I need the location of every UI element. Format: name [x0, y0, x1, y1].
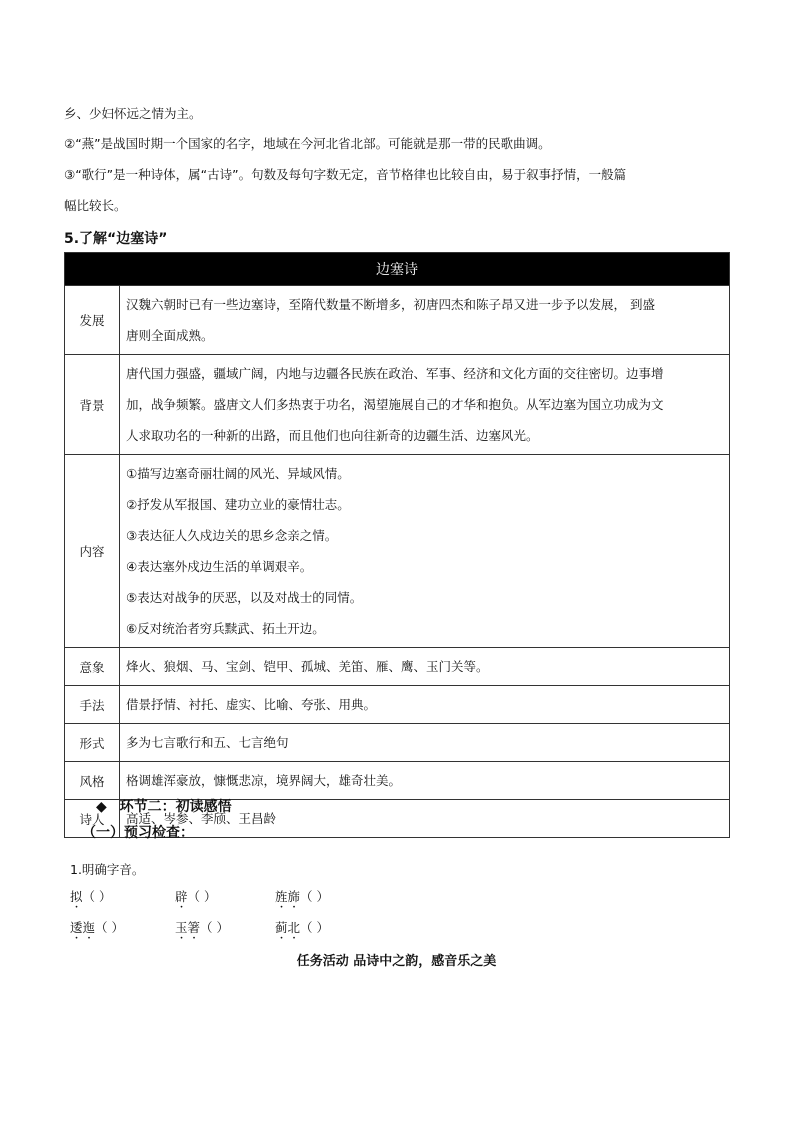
row-label: 发展: [65, 286, 120, 355]
table-row: [65, 355, 730, 455]
pronunciation-item: 蓟北（ ）: [275, 920, 329, 935]
content-line: ④表达塞外戍边生活的单调艰辛。: [126, 559, 313, 574]
row-label: 手法: [65, 686, 120, 724]
row-label: 风格: [65, 762, 120, 800]
content-line: 格调雄浑豪放，慷慨悲凉，境界阔大，雄奇壮美。: [126, 773, 402, 788]
table-row: [65, 286, 730, 355]
pronunciation-item: 拟（ ）: [70, 889, 112, 904]
content-line: ⑤表达对战争的厌恶，以及对战士的同情。: [126, 590, 363, 605]
intro-line-2: ②“燕”是战国时期一个国家的名字，地域在今河北省北部。可能就是那一带的民歌曲调。: [64, 136, 551, 151]
row-label: 形式: [65, 724, 120, 762]
intro-line-3b: 幅比较长。: [64, 198, 127, 213]
row-label: 背景: [65, 355, 120, 455]
intro-line-3a: ③“歌行”是一种诗体，属“古诗”。句数及每句字数无定，音节格律也比较自由，易于叙事抒情，一般篇: [64, 167, 627, 182]
pronunciation-item: 玉箸（ ）: [175, 920, 229, 935]
content-line: ⑥反对统治者穷兵黩武、拓土开边。: [126, 621, 325, 636]
table-row: [65, 648, 730, 686]
row-label: 诗人: [65, 800, 120, 838]
stage-2-title: 环节二：初读感悟: [119, 799, 232, 815]
table-row: [65, 724, 730, 762]
stage-2-heading: [96, 796, 232, 816]
preview-title: （一）预习检查：: [82, 825, 194, 841]
row-content: [120, 762, 730, 800]
content-line: ②抒发从军报国、建功立业的豪情壮志。: [126, 497, 350, 512]
content-line: 唐代国力强盛，疆域广阔，内地与边疆各民族在政治、军事、经济和文化方面的交往密切。边事增: [126, 366, 664, 381]
frontier-poetry-table: [64, 252, 730, 838]
content-line: 人求取功名的一种新的出路，而且他们也向往新奇的边疆生活、边塞风光。: [126, 428, 539, 443]
pronunciation-item: 辟（ ）: [175, 889, 217, 904]
row-content: [120, 648, 730, 686]
content-line: 多为七言歌行和五、七言绝句: [126, 735, 289, 750]
row-content: [120, 355, 730, 455]
content-line: 高适、岑参、李颀、王昌龄: [126, 811, 277, 826]
content-line: 唐则全面成熟。: [126, 328, 214, 343]
pronunciation-item: 逶迤（ ）: [70, 920, 124, 935]
table-header: 边塞诗: [65, 253, 730, 286]
content-line: 烽火、狼烟、马、宝剑、铠甲、孤城、羌笛、雁、鹰、玉门关等。: [126, 659, 489, 674]
row-content: [120, 724, 730, 762]
table-row: [65, 686, 730, 724]
row-label: 意象: [65, 648, 120, 686]
content-line: ③表达征人久戍边关的思乡念亲之情。: [126, 528, 338, 543]
row-content: [120, 286, 730, 355]
diamond-icon: ◆: [96, 799, 107, 815]
row-label: 内容: [65, 455, 120, 648]
task-activity-title: 任务活动 品诗中之韵，感音乐之美: [296, 954, 497, 969]
pronunciation-item: 旌旆（ ）: [275, 889, 329, 904]
pronunciation-title: 1.明确字音。: [70, 862, 145, 877]
content-line: 汉魏六朝时已有一些边塞诗，至隋代数量不断增多，初唐四杰和陈子昂又进一步予以发展， 到盛: [126, 297, 655, 312]
table-row: [65, 455, 730, 648]
content-line: ①描写边塞奇丽壮阔的风光、异域风情。: [126, 466, 350, 481]
table-row: [65, 762, 730, 800]
row-content: [120, 686, 730, 724]
content-line: 加，战争频繁。盛唐文人们多热衷于功名，渴望施展自己的才华和抱负。从军边塞为国立功成为文: [126, 397, 664, 412]
intro-line-1: 乡、少妇怀远之情为主。: [64, 106, 202, 121]
content-line: 借景抒情、衬托、虚实、比喻、夸张、用典。: [126, 697, 377, 712]
section-5-title: 5.了解“边塞诗”: [64, 231, 168, 247]
row-content: [120, 455, 730, 648]
